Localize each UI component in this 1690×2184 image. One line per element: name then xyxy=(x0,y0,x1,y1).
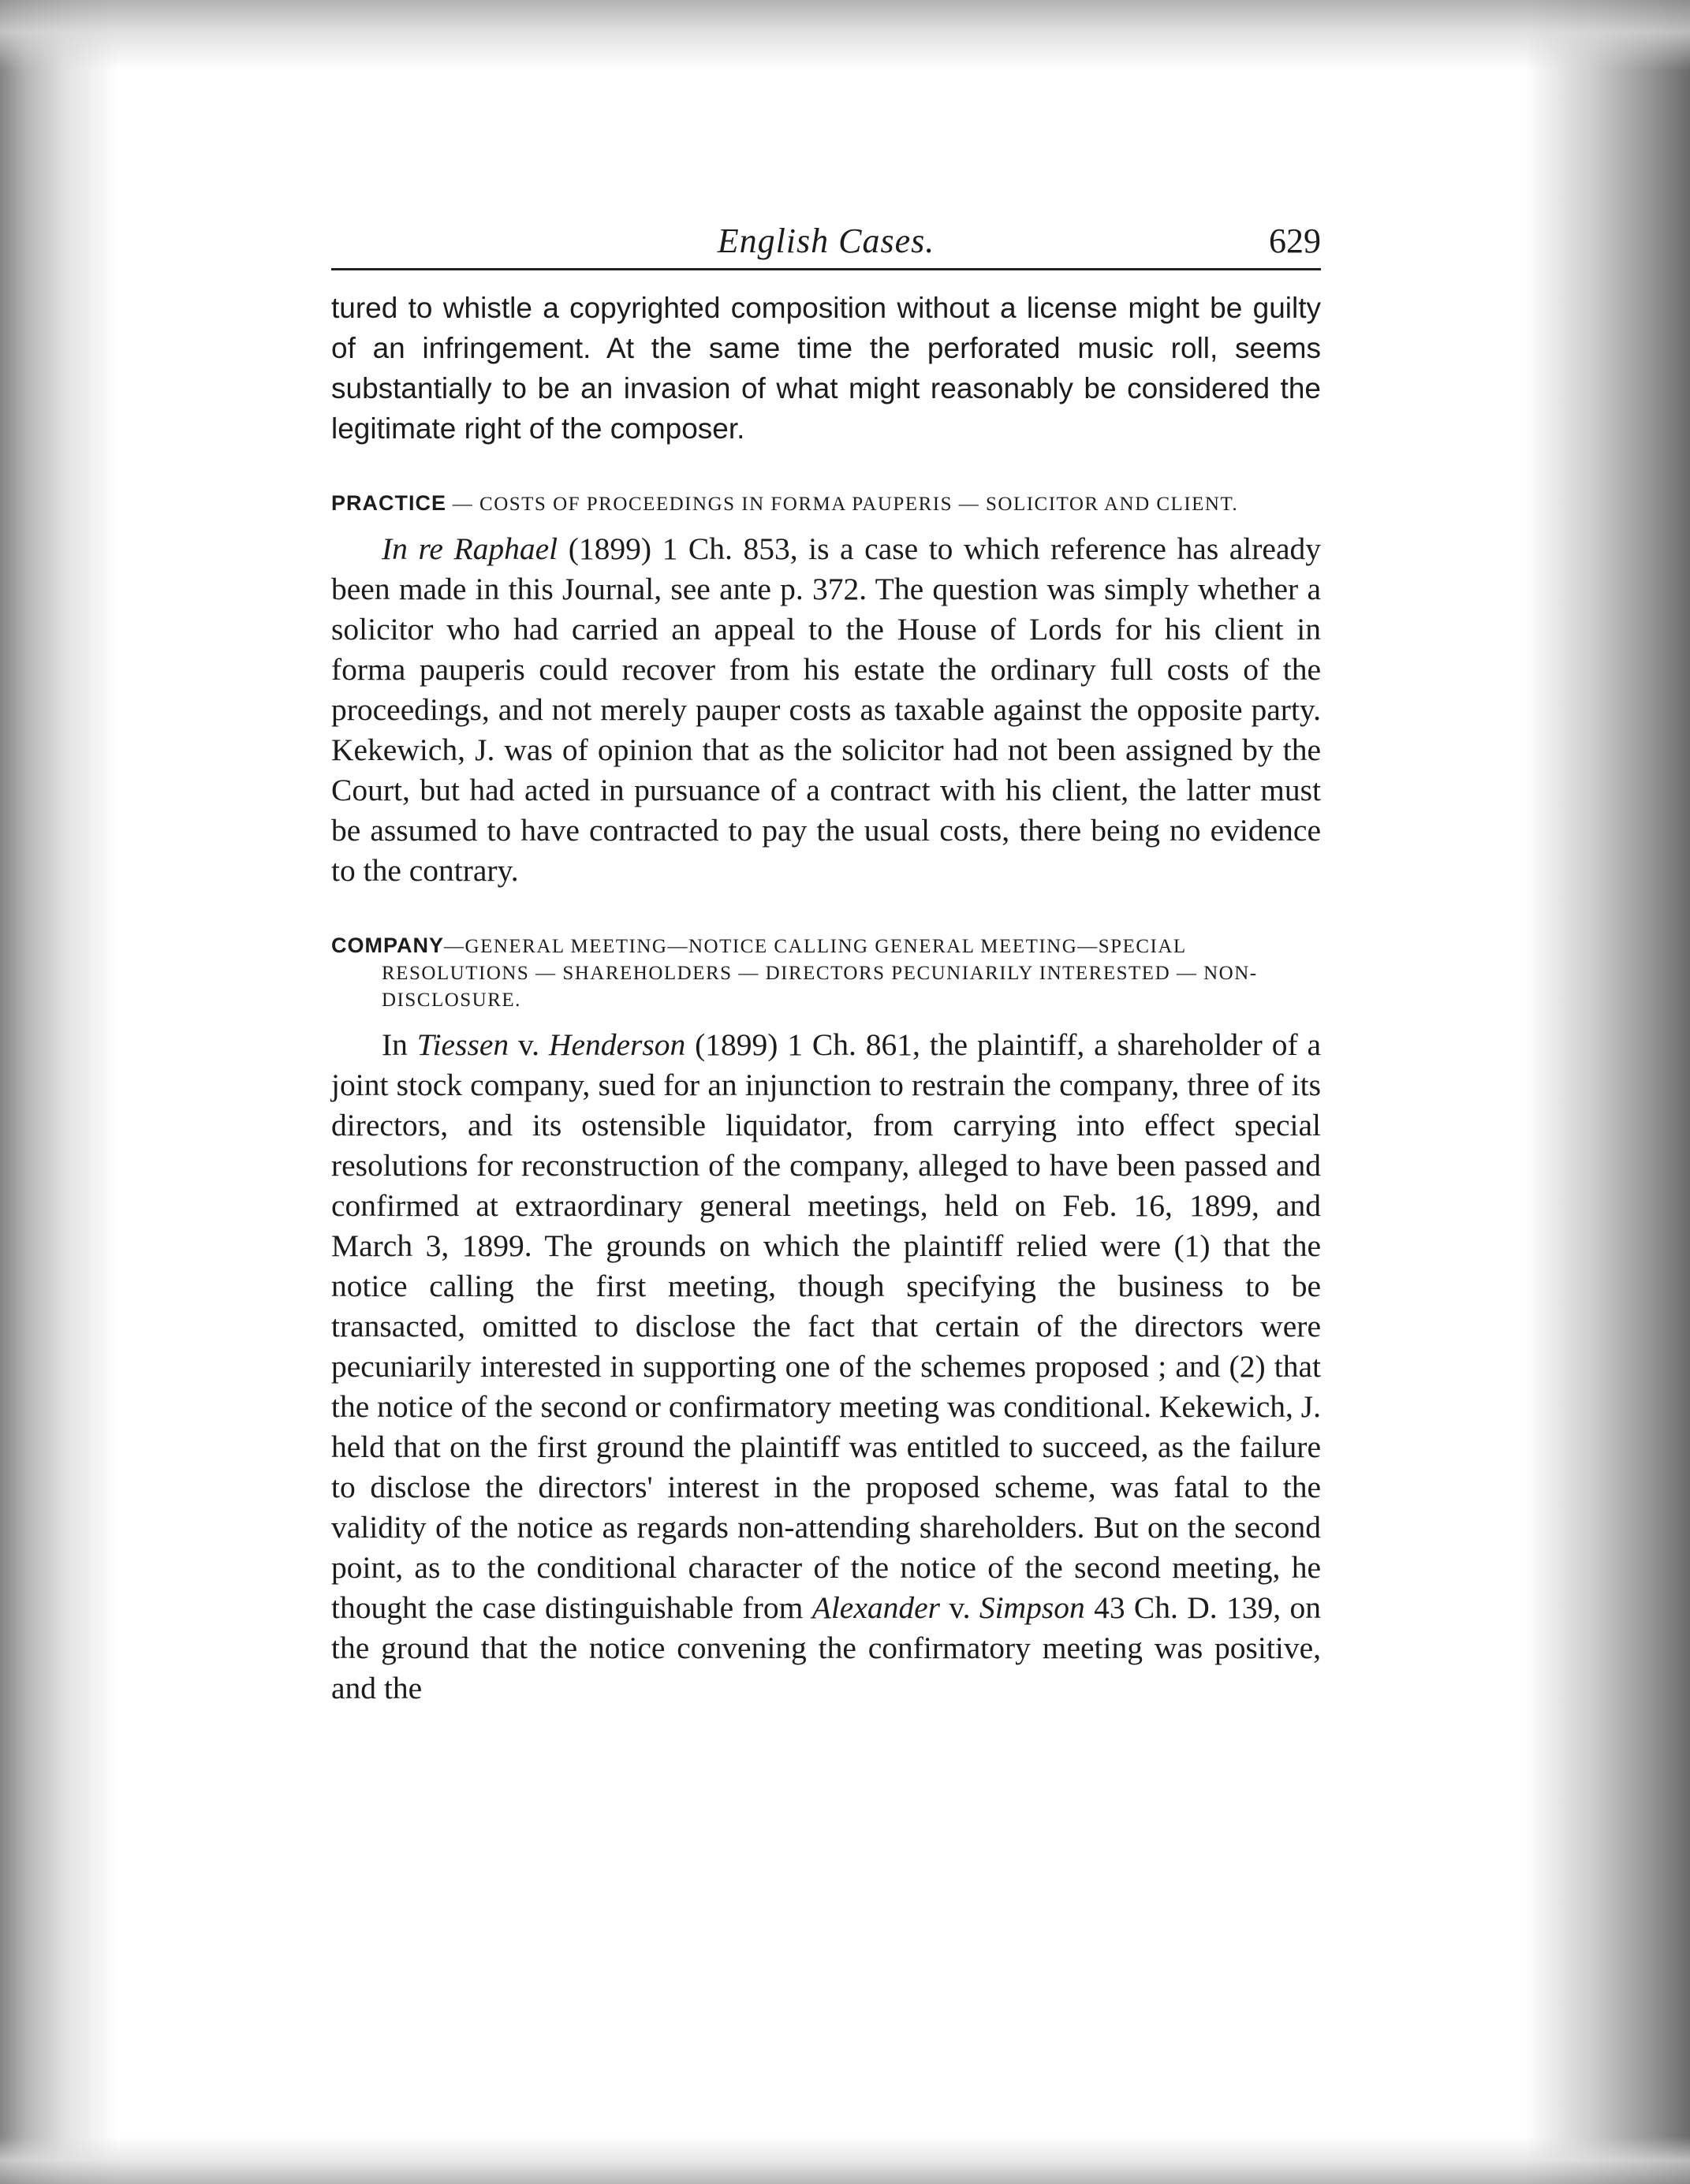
practice-heading-lead: PRACTICE xyxy=(331,491,447,515)
practice-heading xyxy=(331,490,1321,518)
company-text-1: (1899) 1 Ch. 861, the plaintiff, a shareholder of a joint stock company, sued for an injunction to restrain the company, three of its directors, and its ostensible liquidator, from carrying into effect special resolutions for reconstruction of the company, alleged to have been passed and confirmed at extraordinary general meetings, held on Feb. 16, 1899, and March 3, 1899. The grounds on which the plaintiff relied were (1) that the notice calling the first meeting, though specifying the business to be transacted, omitted to disclose the fact that certain of the directors were pecuniarily interested in supporting one of the schemes proposed ; and (2) that the notice of the second or confirmatory meeting was conditional. Kekewich, J. held that on the first ground the plaintiff was entitled to succeed, as the failure to disclose the directors' interest in the proposed scheme, was fatal to the validity of the notice as regards non-attending shareholders. But on the second point, as to the conditional character of the notice of the second meeting, he thought the case distinguishable from xyxy=(331,1027,1322,1625)
versus-2: v. xyxy=(940,1590,979,1625)
page-number: 629 xyxy=(1269,222,1321,260)
page-body xyxy=(331,288,1321,1709)
company-intro: In xyxy=(382,1027,417,1062)
running-head xyxy=(331,213,1321,270)
case-name-simpson: Simpson xyxy=(979,1590,1085,1625)
case-name-henderson: Henderson xyxy=(548,1027,686,1062)
case-name-tiessen: Tiessen xyxy=(416,1027,509,1062)
practice-paragraph-text: (1899) 1 Ch. 853, is a case to which reference has already been made in this Journal, see ante p. 372. The question was simply whether a solicitor who had carried an appeal to the House of Lords for his client in forma pauperis could recover from his estate the ordinary full costs of the proceedings, and not merely pauper costs as taxable against the opposite party. Kekewich, J. was of opinion that as the solicitor had not been assigned by the Court, but had acted in pursuance of a contract with his client, the latter must be assumed to have contracted to pay the usual costs, there being no evidence to the contrary. xyxy=(331,531,1321,888)
practice-paragraph xyxy=(331,529,1321,891)
practice-heading-rest: — COSTS OF PROCEEDINGS IN FORMA PAUPERIS — SOLICITOR AND CLIENT. xyxy=(446,494,1239,515)
versus-1: v. xyxy=(509,1027,549,1062)
company-paragraph xyxy=(331,1025,1321,1709)
company-heading-rest: —GENERAL MEETING—NOTICE CALLING GENERAL MEETING—SPECIAL RESOLUTIONS — SHAREHOLDERS — DIRECTORS PECUNIARILY INTERESTED — NON-DISCLOSURE. xyxy=(382,936,1258,1011)
scan-shadow-right xyxy=(1524,0,1690,2184)
scan-shadow-top xyxy=(0,0,1690,71)
continuation-paragraph: tured to whistle a copyrighted composition without a license might be guilty of an infringement. At the same time the perforated music roll, seems substantially to be an invasion of what might reasonably be considered the legitimate right of the composer. xyxy=(331,292,1321,445)
scan-shadow-left xyxy=(0,0,118,2184)
company-text-2: 43 Ch. D. 139, on the ground that the notice convening the confirmatory meeting was positive, and the xyxy=(331,1590,1322,1705)
company-heading xyxy=(331,932,1321,1014)
scan-shadow-bottom xyxy=(0,2137,1690,2184)
running-title: English Cases. xyxy=(717,222,935,260)
company-heading-lead: COMPANY xyxy=(331,934,445,957)
case-name-alexander: Alexander xyxy=(811,1590,941,1625)
book-page xyxy=(331,213,1321,1709)
case-name-raphael: In re Raphael xyxy=(382,531,558,566)
